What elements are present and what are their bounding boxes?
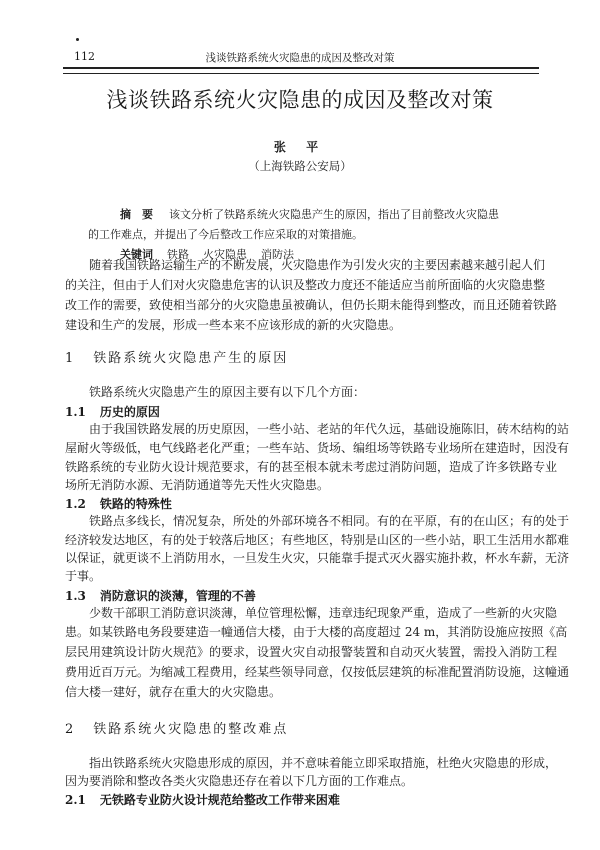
body-line: 患。如某铁路电务段要建造一幢通信大楼，由于大楼的高度超过 24 m，其消防设施应按照《高 — [65, 625, 568, 639]
header-rule-thick — [63, 67, 539, 69]
body-line: 场所无消防水源、无消防通道等先天性火灾隐患。 — [65, 478, 330, 492]
keyword: 消防法 — [261, 248, 294, 261]
body-line: 屋耐火等级低，电气线路老化严重；一些车站、货场、编组场等铁路专业场所在建造时，因没有 — [65, 441, 570, 455]
page-number: 112 — [74, 50, 95, 63]
affiliation: （上海铁路公安局） — [248, 159, 352, 173]
body-line: 铁路系统火灾隐患产生的原因主要有以下几个方面： — [89, 385, 366, 399]
article-title: 浅谈铁路系统火灾隐患的成因及整改对策 — [106, 88, 494, 112]
body-line: 铁路点多线长，情况复杂，所处的外部环境各不相同。有的在平原，有的在山区；有的处于 — [89, 514, 570, 528]
section-heading-2: 2 铁路系统火灾隐患的整改难点 — [65, 722, 289, 737]
body-line: 建设和生产的发展，形成一些本来不应该形成的新的火灾隐患。 — [65, 318, 402, 332]
body-line: 以保证，就更谈不上消防用水，一旦发生火灾，只能靠手提式灭火器实施扑救，杯水车薪，无济 — [65, 551, 570, 565]
body-line: 信大楼一建好，就存在重大的火灾隐患。 — [65, 685, 282, 699]
body-line: 改工作的需要，致使相当部分的火灾隐患虽被确认，但仍长期未能得到整改，而且还随着铁路 — [65, 298, 558, 312]
keywords-label: 关键词 — [120, 248, 153, 261]
body-line: 经济较发达地区，有的处于较落后地区；有些地区，特别是山区的一些小站，职工生活用水都难 — [65, 533, 570, 547]
body-line: 的关注，但由于人们对火灾隐患危害的认识及整改力度还不能适应当前所面临的火灾隐患整 — [65, 278, 546, 292]
body-line: 于事。 — [65, 569, 102, 583]
abstract-line: 摘 要 该文分析了铁路系统火灾隐患产生的原因，指出了目前整改火灾隐患 — [120, 208, 499, 221]
scan-dot — [76, 38, 79, 41]
body-line: 费用近百万元。为缩减工程费用，经某些领导同意，仅按低层建筑的标准配置消防设施，这幢通 — [65, 665, 570, 679]
subsection-heading: 1.3 消防意识的淡薄，管理的不善 — [65, 589, 256, 603]
author: 张 平 — [273, 140, 327, 154]
running-title: 浅谈铁路系统火灾隐患的成因及整改对策 — [205, 52, 395, 64]
body-line: 由于我国铁路发展的历史原因，一些小站、老站的年代久远，基础设施陈旧，砖木结构的站 — [89, 422, 570, 436]
body-line: 因为要消除和整改各类火灾隐患还存在着以下几方面的工作难点。 — [65, 774, 414, 788]
body-line: 层民用建筑设计防火规范》的要求，设置火灾自动报警装置和自动灭火装置，需投入消防工程 — [65, 645, 558, 659]
section-heading-1: 1 铁路系统火灾隐患产生的原因 — [65, 351, 289, 366]
body-line: 少数干部职工消防意识淡薄，单位管理松懈，违章违纪现象严重，造成了一些新的火灾隐 — [89, 606, 558, 620]
subsection-heading: 1.1 历史的原因 — [65, 405, 160, 419]
header-rule-thin — [63, 73, 539, 74]
body-line: 铁路系统的专业防火设计规范要求，有的甚至根本就未考虑过消防问题，造成了许多铁路专业 — [65, 460, 558, 474]
body-line: 随着我国铁路运输生产的不断发展，火灾隐患作为引发火灾的主要因素越来越引起人们 — [89, 258, 546, 272]
keyword: 火灾隐患 — [203, 248, 247, 261]
abstract-line: 的工作难点，并提出了今后整改工作应采取的对策措施。 — [88, 228, 363, 241]
body-line: 指出铁路系统火灾隐患形成的原因，并不意味着能立即采取措施，杜绝火灾隐患的形成， — [89, 756, 558, 770]
subsection-heading: 2.1 无铁路专业防火设计规范给整改工作带来困难 — [65, 793, 340, 807]
abstract-label: 摘 要 — [120, 208, 153, 221]
keyword: 铁路 — [167, 248, 189, 261]
subsection-heading: 1.2 铁路的特殊性 — [65, 497, 172, 511]
